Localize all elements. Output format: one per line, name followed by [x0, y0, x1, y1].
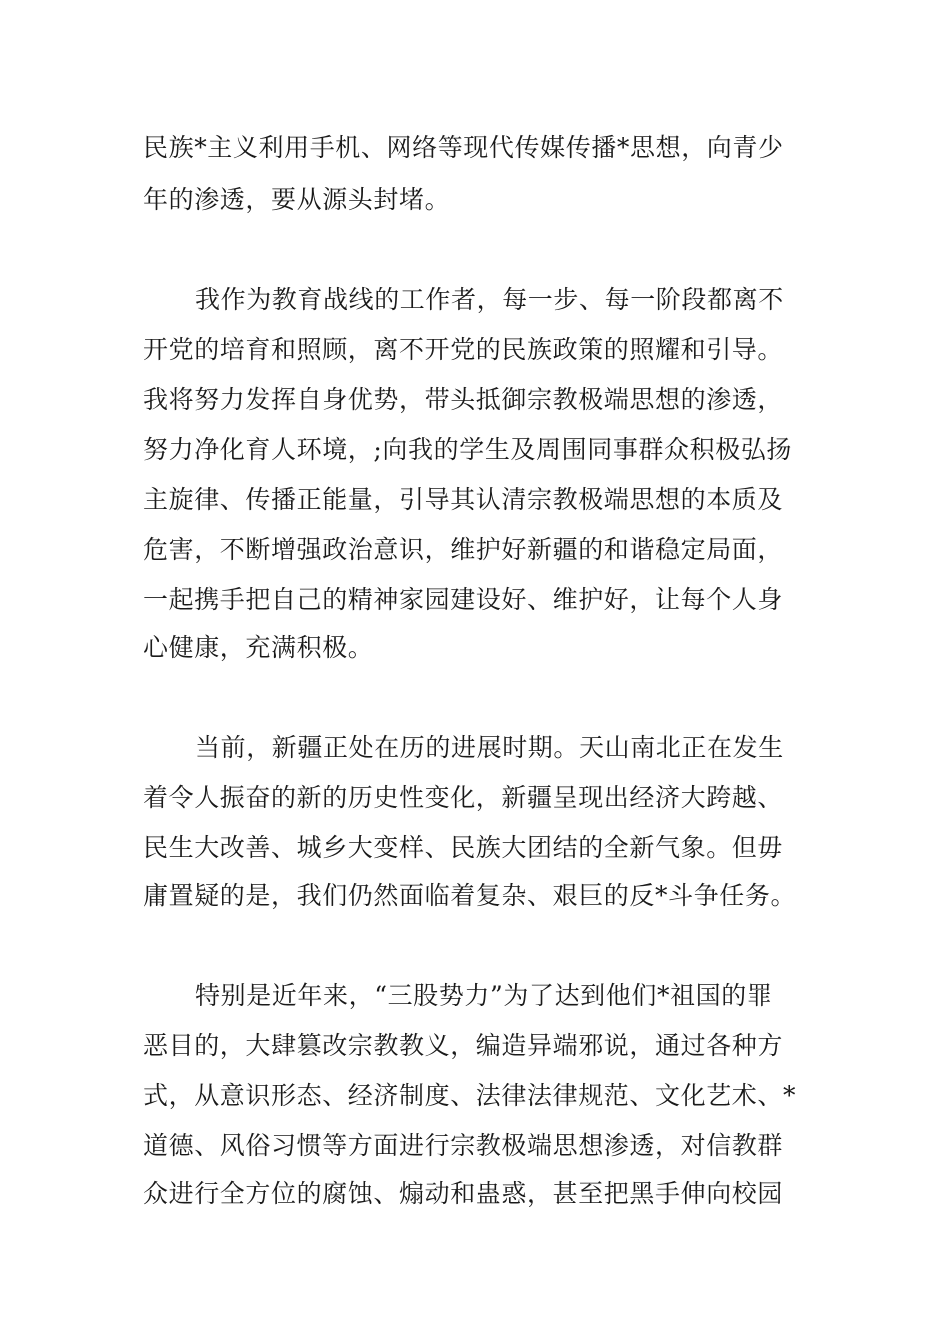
text-line: 我将努力发挥自身优势，带头抵御宗教极端思想的渗透，	[143, 385, 784, 414]
text-line: 恶目的，大肆篡改宗教教义，编造异端邪说，通过各种方	[143, 1031, 784, 1060]
paragraph-first-line: 我作为教育战线的工作者，每一步、每一阶段都离不	[195, 285, 784, 314]
text-line: 民生大改善、城乡大变样、民族大团结的全新气象。但毋	[143, 833, 784, 862]
text-line: 危害，不断增强政治意识，维护好新疆的和谐稳定局面，	[143, 535, 784, 564]
text-line: 开党的培育和照顾，离不开党的民族政策的照耀和引导。	[143, 335, 784, 364]
text-line: 努力净化育人环境，;向我的学生及周围同事群众积极弘扬	[143, 435, 793, 464]
text-line: 一起携手把自己的精神家园建设好、维护好，让每个人身	[143, 585, 784, 614]
text-line: 道德、风俗习惯等方面进行宗教极端思想渗透，对信教群	[143, 1131, 784, 1160]
text-line: 式，从意识形态、经济制度、法律法律规范、文化艺术、*	[143, 1081, 797, 1110]
text-line: 庸置疑的是，我们仍然面临着复杂、艰巨的反*斗争任务。	[143, 881, 797, 910]
text-line: 着令人振奋的新的历史性变化，新疆呈现出经济大跨越、	[143, 783, 784, 812]
paragraph-first-line: 特别是近年来，“三股势力”为了达到他们*祖国的罪	[195, 981, 773, 1010]
text-line: 众进行全方位的腐蚀、煽动和蛊惑，甚至把黑手伸向校园	[143, 1179, 784, 1208]
text-line: 主旋律、传播正能量，引导其认清宗教极端思想的本质及	[143, 485, 784, 514]
text-line: 心健康，充满积极。	[143, 633, 374, 662]
text-line: 年的渗透，要从源头封堵。	[143, 185, 451, 214]
paragraph-first-line: 当前，新疆正处在历的进展时期。天山南北正在发生	[195, 733, 784, 762]
text-line: 民族*主义利用手机、网络等现代传媒传播*思想，向青少	[143, 133, 784, 162]
